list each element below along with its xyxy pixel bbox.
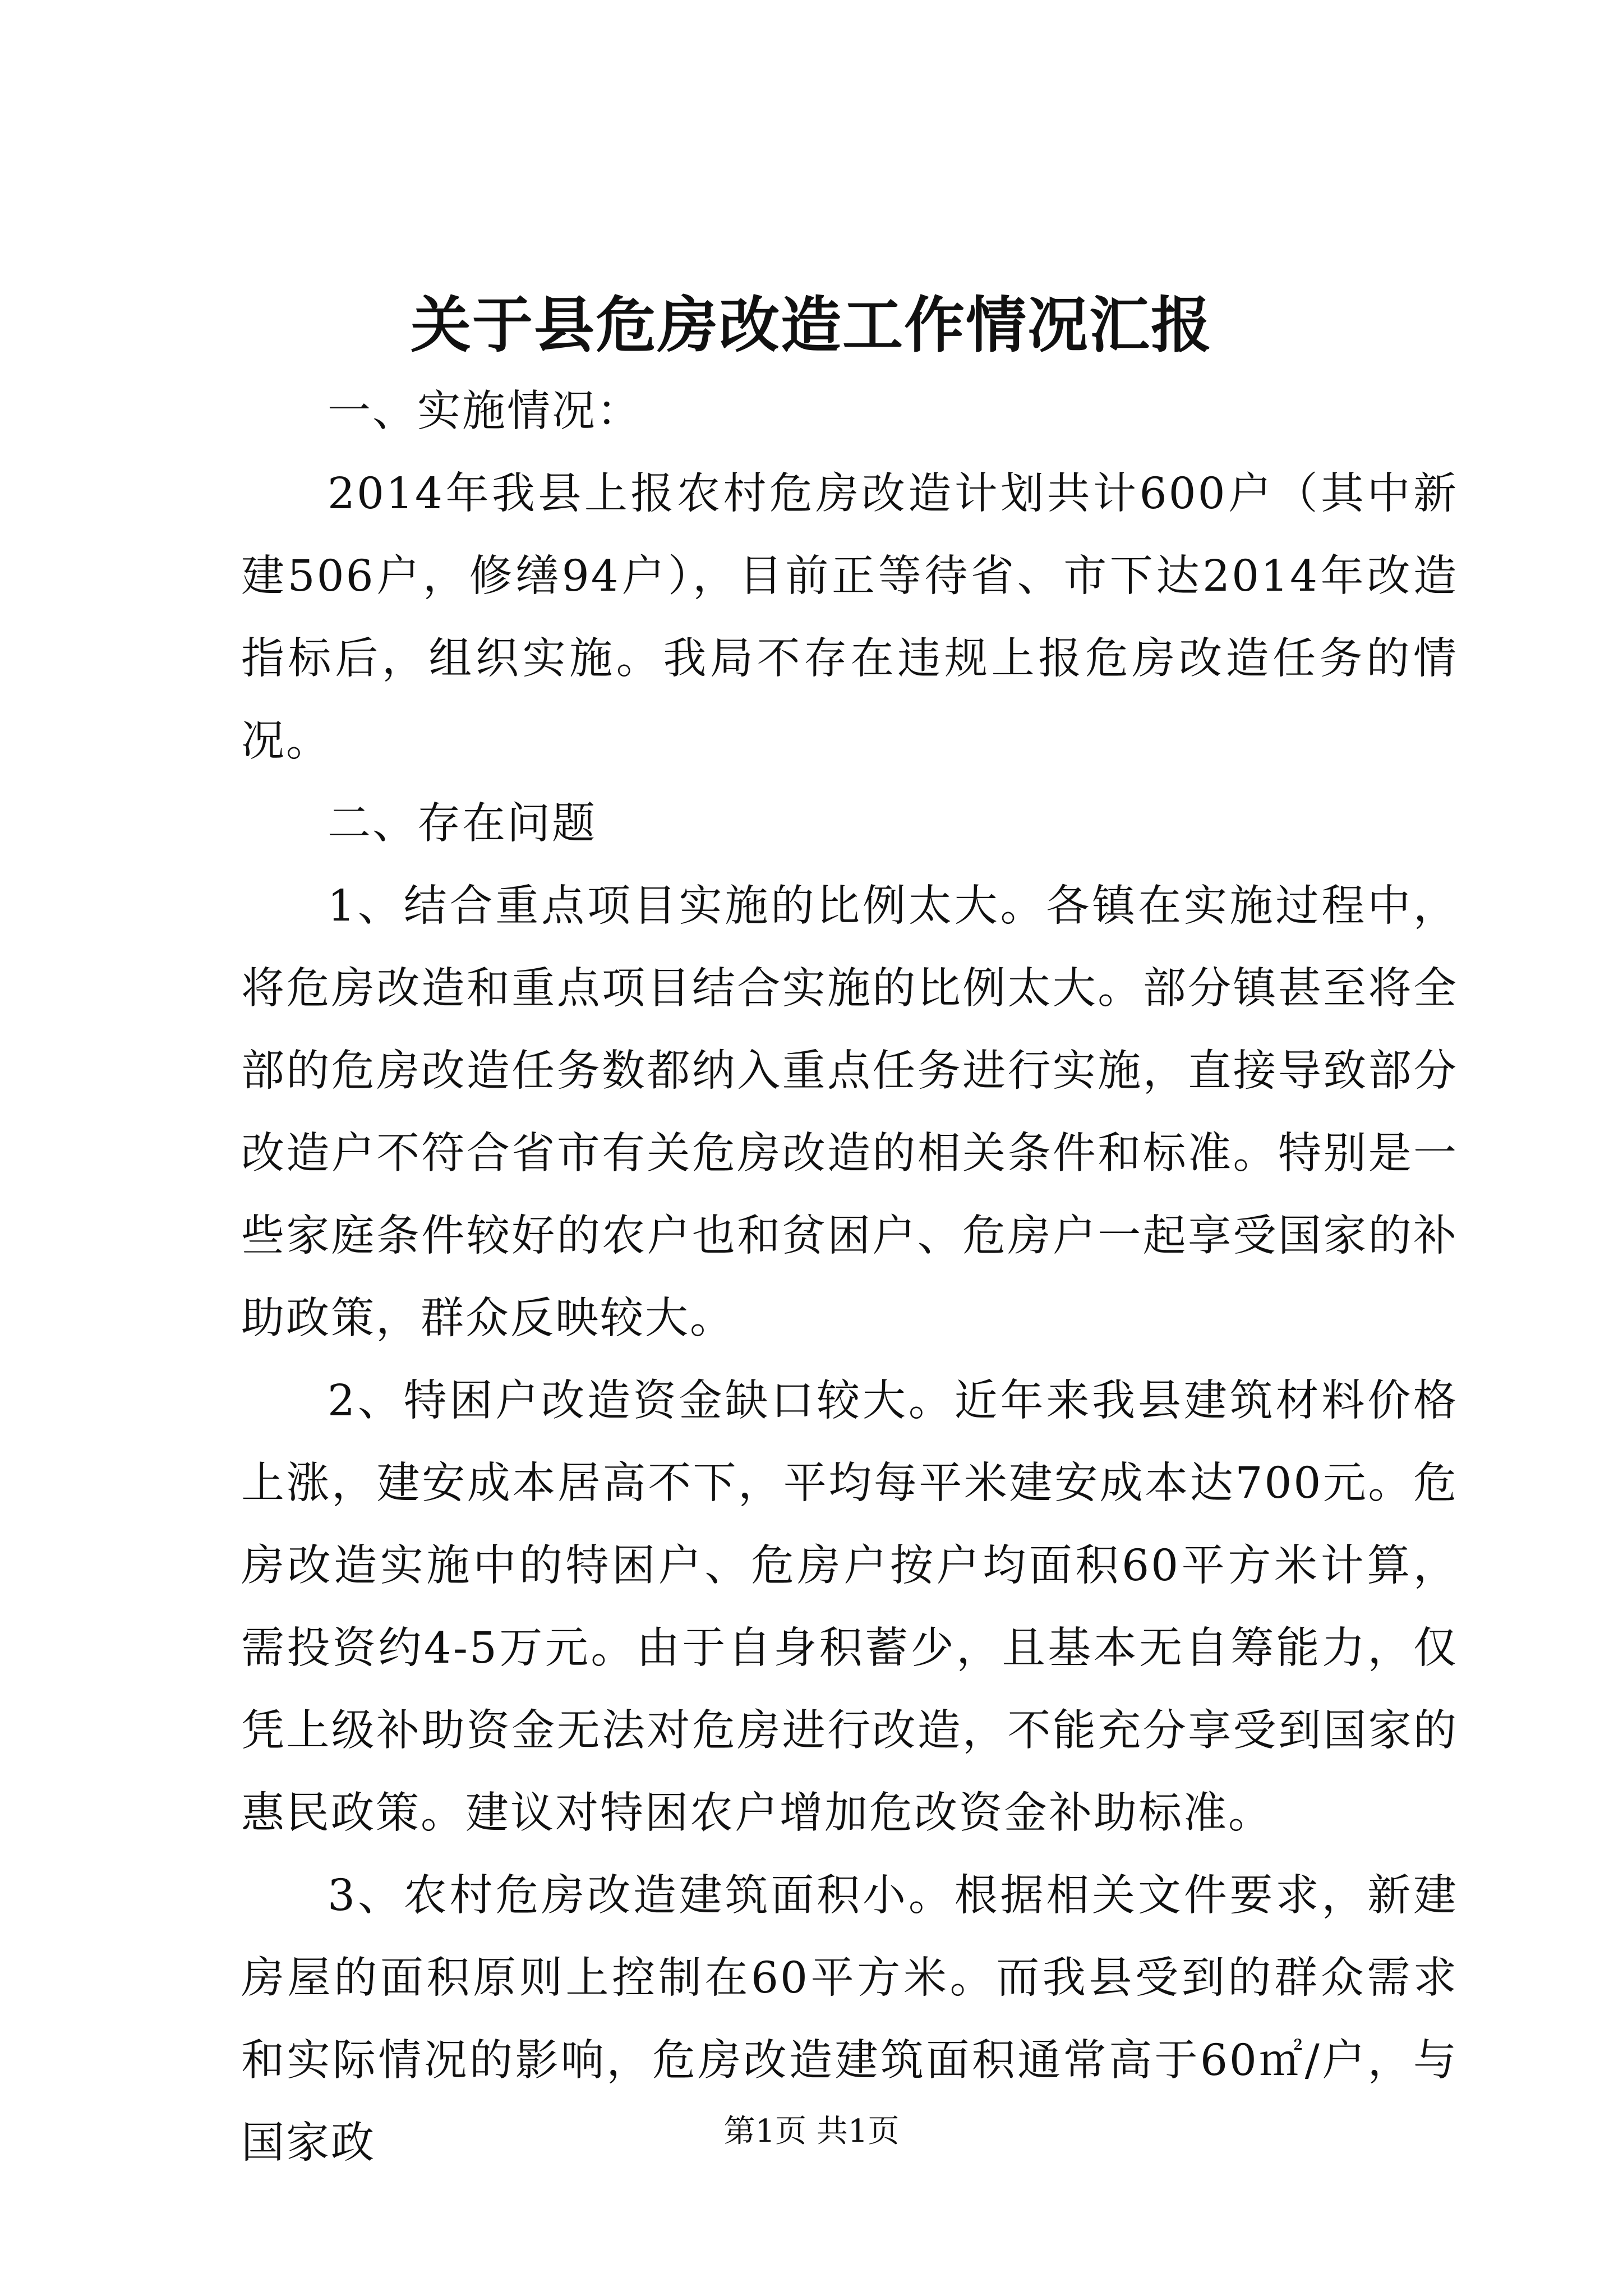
document-body bbox=[241, 370, 1458, 2184]
section-heading-implementation: 一、实施情况： bbox=[328, 386, 642, 436]
paragraph-problem-1: 1、结合重点项目实施的比例太大。各镇在实施过程中，将危房改造和重点项目结合实施的比例太大。部分镇甚至将全部的危房改造任务数都纳入重点任务进行实施，直接导致部分改造户不符合省市有关危房改造的相关条件和标准。特别是一些家庭条件较好的农户也和贫困户、危房户一起享受国家的补助政策，群众反映较大。 bbox=[241, 881, 1458, 1343]
paragraph-problem-2: 2、特困户改造资金缺口较大。近年来我县建筑材料价格上涨，建安成本居高不下，平均每平米建安成本达700元。危房改造实施中的特困户、危房户按户均面积60平方米计算，需投资约4-5万元。由于自身积蓄少，且基本无自筹能力，仅凭上级补助资金无法对危房进行改造，不能充分享受到国家的惠民政策。建议对特困农户增加危改资金补助标准。 bbox=[241, 1376, 1458, 1838]
paragraph-problem-3: 3、农村危房改造建筑面积小。根据相关文件要求，新建房屋的面积原则上控制在60平方米。而我县受到的群众需求和实际情况的影响，危房改造建筑面积通常高于60㎡/户，与国家政 bbox=[241, 1871, 1458, 2168]
paragraph-implementation: 2014年我县上报农村危房改造计划共计600户（其中新建506户，修缮94户），目前正等待省、市下达2014年改造指标后，组织实施。我局不存在违规上报危房改造任务的情况。 bbox=[241, 469, 1458, 766]
section-heading-problems: 二、存在问题 bbox=[328, 799, 597, 849]
page-footer: 第1页 共1页 bbox=[723, 2113, 900, 2150]
document-title: 关于县危房改造工作情况汇报 bbox=[410, 290, 1212, 361]
